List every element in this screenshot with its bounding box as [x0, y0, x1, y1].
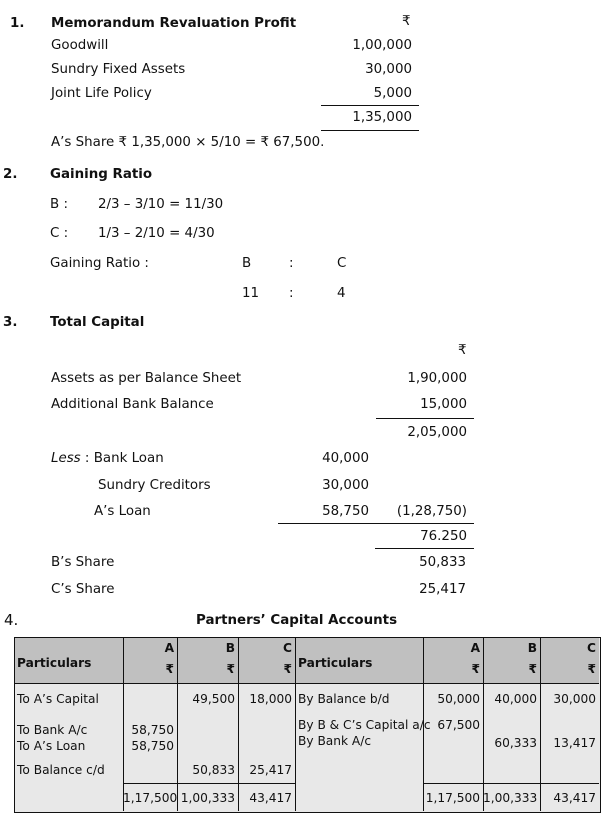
section-title: Partners’ Capital Accounts — [196, 613, 398, 628]
item-amount: 30,000 — [365, 62, 412, 77]
header-currency: ₹ — [283, 662, 292, 676]
header-partner-c: C — [587, 641, 596, 655]
debit-total-c: 43,417 — [249, 791, 292, 805]
debit-c: 25,417 — [249, 763, 292, 777]
header-partner-c: C — [283, 641, 292, 655]
debit-particulars: To Balance c/d — [17, 763, 105, 777]
item-label: Goodwill — [51, 38, 109, 53]
header-currency: ₹ — [587, 662, 596, 676]
header-partner-b: B — [225, 641, 235, 655]
item-label: Sundry Fixed Assets — [51, 62, 186, 77]
less-total-amount: (1,28,750) — [396, 504, 467, 519]
debit-particulars: To A’s Capital — [17, 692, 99, 706]
less-item-amount: 40,000 — [322, 451, 369, 466]
currency-symbol: ₹ — [402, 14, 411, 29]
partner-label: B : — [50, 197, 68, 212]
partner-label: C : — [50, 226, 69, 241]
share-note: A’s Share ₹ 1,35,000 × 5/10 = ₹ 67,500. — [51, 135, 325, 150]
debit-total-b: 1,00,333 — [180, 791, 235, 805]
header-particulars: Particulars — [17, 656, 92, 670]
header-currency: ₹ — [528, 662, 537, 676]
item-amount: 15,000 — [420, 397, 467, 412]
ratio-head-c: C — [337, 256, 347, 271]
item-amount: 5,000 — [373, 86, 412, 101]
section-title: Total Capital — [50, 315, 145, 330]
credit-particulars: By Bank A/c — [298, 734, 372, 748]
section-number: 2. — [3, 167, 18, 182]
item-label: Additional Bank Balance — [51, 397, 214, 412]
ratio-value-sep: : — [289, 286, 294, 301]
section-number: 1. — [10, 16, 25, 31]
less-row — [51, 451, 164, 467]
ratio-value-b: 11 — [242, 286, 260, 301]
subtotal-amount: 2,05,000 — [407, 425, 467, 440]
total-rule — [321, 130, 419, 131]
ratio-head-b: B — [242, 256, 252, 271]
share-amount: 25,417 — [419, 582, 466, 597]
credit-b: 40,000 — [494, 692, 537, 706]
item-label: Assets as per Balance Sheet — [51, 371, 242, 386]
less-item-amount: 30,000 — [322, 478, 369, 493]
ratio-value-c: 4 — [337, 286, 346, 301]
less-item-label: : Bank Loan — [84, 451, 164, 466]
less-word: Less — [51, 451, 81, 466]
debit-particulars: To A’s Loan — [17, 739, 86, 753]
less-item-label: A’s Loan — [94, 504, 151, 519]
header-rule — [15, 683, 599, 684]
debit-particulars: To Bank A/c — [17, 723, 88, 737]
net-rule — [375, 548, 474, 549]
header-partner-b: B — [527, 641, 537, 655]
section-title: Gaining Ratio — [50, 167, 153, 182]
credit-particulars: By B & C’s Capital a/c — [298, 718, 431, 732]
header-partner-a: A — [164, 641, 174, 655]
debit-a: 58,750 — [131, 739, 174, 753]
ratio-head-sep: : — [289, 256, 294, 271]
subtotal-rule — [321, 105, 419, 106]
debit-b: 50,833 — [192, 763, 235, 777]
credit-a: 50,000 — [437, 692, 480, 706]
total-amount: 1,35,000 — [352, 110, 412, 125]
debit-total-a: 1,17,500 — [123, 791, 178, 805]
less-item-label: Sundry Creditors — [98, 478, 211, 493]
currency-symbol: ₹ — [458, 343, 467, 358]
header-particulars: Particulars — [298, 656, 373, 670]
share-amount: 50,833 — [419, 555, 466, 570]
section-number: 4. — [4, 611, 19, 629]
debit-a: 58,750 — [131, 723, 174, 737]
credit-total-a: 1,17,500 — [425, 791, 480, 805]
debit-totals-rule — [123, 783, 295, 784]
credit-c: 13,417 — [553, 736, 596, 750]
item-amount: 1,00,000 — [352, 38, 412, 53]
header-currency: ₹ — [226, 662, 235, 676]
net-amount: 76.250 — [420, 529, 467, 544]
capital-accounts-table — [14, 637, 601, 813]
col-divider — [295, 638, 296, 811]
share-label: B’s Share — [51, 555, 115, 570]
less-item-amount: 58,750 — [322, 504, 369, 519]
gaining-ratio-label: Gaining Ratio : — [50, 256, 149, 271]
credit-b: 60,333 — [494, 736, 537, 750]
debit-b: 49,500 — [192, 692, 235, 706]
ratio-calc: 1/3 – 2/10 = 4/30 — [98, 226, 215, 241]
credit-total-c: 43,417 — [553, 791, 596, 805]
share-label: C’s Share — [51, 582, 115, 597]
credit-total-b: 1,00,333 — [483, 791, 538, 805]
header-partner-a: A — [470, 641, 480, 655]
credit-particulars: By Balance b/d — [298, 692, 390, 706]
header-currency: ₹ — [471, 662, 480, 676]
section-number: 3. — [3, 315, 18, 330]
item-label: Joint Life Policy — [51, 86, 152, 101]
ratio-calc: 2/3 – 3/10 = 11/30 — [98, 197, 224, 212]
credit-c: 30,000 — [553, 692, 596, 706]
item-amount: 1,90,000 — [407, 371, 467, 386]
debit-c: 18,000 — [249, 692, 292, 706]
less-rule — [278, 523, 474, 524]
credit-a: 67,500 — [437, 718, 480, 732]
header-currency: ₹ — [165, 662, 174, 676]
credit-totals-rule — [423, 783, 599, 784]
section-title: Memorandum Revaluation Profit — [51, 16, 297, 31]
subtotal-rule — [376, 418, 474, 419]
